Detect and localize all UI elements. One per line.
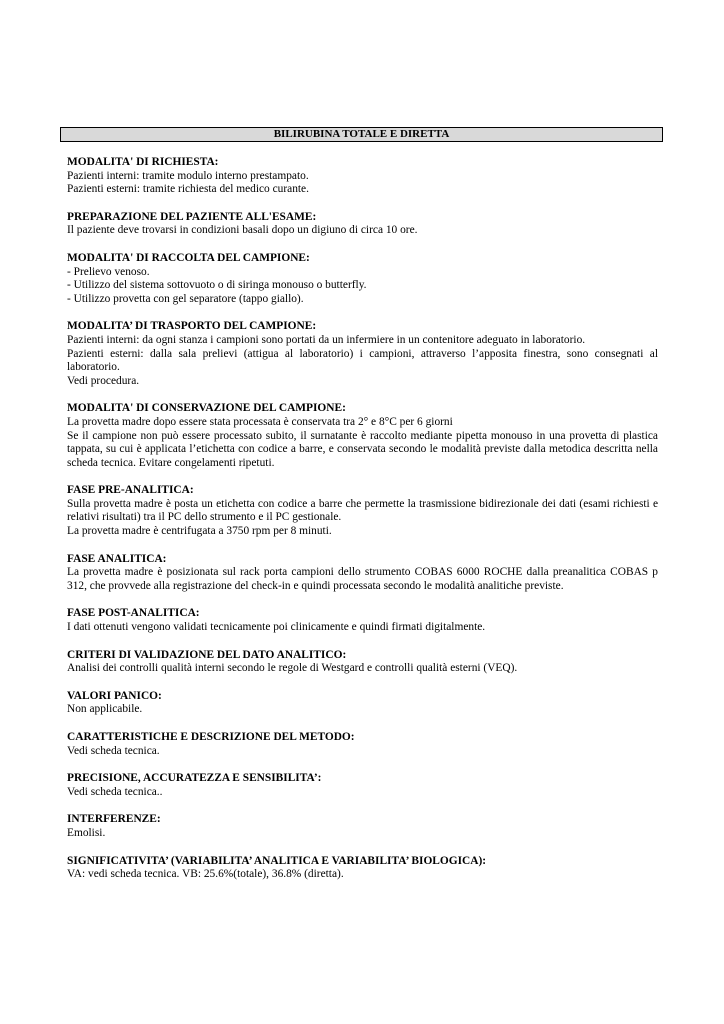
section-text-line: Vedi scheda tecnica.. <box>67 785 163 798</box>
section-text-line: Pazienti interni: tramite modulo interno prestampato. <box>67 169 309 182</box>
section <box>67 320 658 388</box>
section <box>67 484 658 538</box>
section-text-line: Pazienti esterni: tramite richiesta del medico curante. <box>67 183 309 196</box>
section-heading: MODALITA' DI CONSERVAZIONE DEL CAMPIONE: <box>67 402 346 415</box>
section-text-line: - Utilizzo del sistema sottovuoto o di siringa monouso o butterfly. <box>67 279 367 292</box>
section-text-line: Emolisi. <box>67 826 106 839</box>
section-heading: VALORI PANICO: <box>67 689 162 702</box>
section-text-line: Non applicabile. <box>67 703 143 716</box>
section-text-line: La provetta madre dopo essere stata processata è conservata tra 2° e 8°C per 6 giorni <box>67 415 453 428</box>
section-text-line: - Utilizzo provetta con gel separatore (tappo giallo). <box>67 292 304 305</box>
sections-container <box>67 156 658 896</box>
section-heading: CARATTERISTICHE E DESCRIZIONE DEL METODO: <box>67 731 355 743</box>
section-text-line: Pazienti esterni: dalla sala prelievi (attigua al laboratorio) i campioni, attraverso l’apposita finestra, sono consegnati al laboratorio. <box>67 347 658 374</box>
section-text-line: - Prelievo venoso. <box>67 265 150 278</box>
section <box>67 252 658 306</box>
section-text-line: La provetta madre è posizionata sul rack porta campioni dello strumento COBAS 6000 ROCHE dalla preanalitica COBAS p 312, che provvede alla registrazione del check-in e quindi processata secondo le modalità analitiche previste. <box>67 566 658 592</box>
section-heading: MODALITA' DI RACCOLTA DEL CAMPIONE: <box>67 251 310 264</box>
section <box>67 553 658 594</box>
section-heading: FASE ANALITICA: <box>67 552 167 565</box>
section-text-line: I dati ottenuti vengono validati tecnicamente poi clinicamente e quindi firmati digitalmente. <box>67 621 486 634</box>
section <box>67 731 658 758</box>
section-heading: INTERFERENZE: <box>67 813 161 826</box>
section-heading: FASE PRE-ANALITICA: <box>67 484 194 497</box>
section <box>67 607 658 634</box>
section-text-line: Sulla provetta madre è posta un etichetta con codice a barre che permette la trasmissione bidirezionale dei dati (esami richiesti e relativi risultati) tra il PC dello strumento e il PC gestionale. <box>67 497 658 524</box>
section <box>67 649 658 676</box>
section <box>67 690 658 717</box>
section-text-line: VA: vedi scheda tecnica. VB: 25.6%(totale), 36.8% (diretta). <box>67 868 344 881</box>
section-text-line: Vedi scheda tecnica. <box>67 744 160 757</box>
section <box>67 813 658 840</box>
section-text-line: La provetta madre è centrifugata a 3750 rpm per 8 minuti. <box>67 525 332 538</box>
section <box>67 211 658 238</box>
section-text-line: Il paziente deve trovarsi in condizioni basali dopo un digiuno di circa 10 ore. <box>67 224 418 237</box>
section-heading: MODALITA’ DI TRASPORTO DEL CAMPIONE: <box>67 320 317 333</box>
section-heading: FASE POST-ANALITICA: <box>67 607 200 620</box>
section <box>67 402 658 470</box>
section-heading: SIGNIFICATIVITA’ (VARIABILITA’ ANALITICA E VARIABILITA’ BIOLOGICA): <box>67 854 487 867</box>
document-title: BILIRUBINA TOTALE E DIRETTA <box>60 127 663 142</box>
section-heading: CRITERI DI VALIDAZIONE DEL DATO ANALITICO: <box>67 648 347 661</box>
section-heading: PREPARAZIONE DEL PAZIENTE ALL'ESAME: <box>67 210 317 223</box>
section-heading: MODALITA' DI RICHIESTA: <box>67 156 219 168</box>
section-text-line: Se il campione non può essere processato subito, il surnatante è raccolto mediante pipetta monouso in una provetta di plastica tappata, su cui è applicata l’etichetta con codice a barre, e conservata secondo le modalità previste dalla metodica descritta nella scheda tecnica. Evitare congelamenti ripetuti. <box>67 429 658 469</box>
section-text-line: Analisi dei controlli qualità interni secondo le regole di Westgard e controlli qualità esterni (VEQ). <box>67 662 518 675</box>
section <box>67 772 658 799</box>
section-text-line: Pazienti interni: da ogni stanza i campioni sono portati da un infermiere in un contenitore adeguato in laboratorio. <box>67 333 586 346</box>
section-text-line: Vedi procedura. <box>67 374 140 387</box>
section-heading: PRECISIONE, ACCURATEZZA E SENSIBILITA’: <box>67 772 322 785</box>
section <box>67 156 658 197</box>
section <box>67 855 658 882</box>
